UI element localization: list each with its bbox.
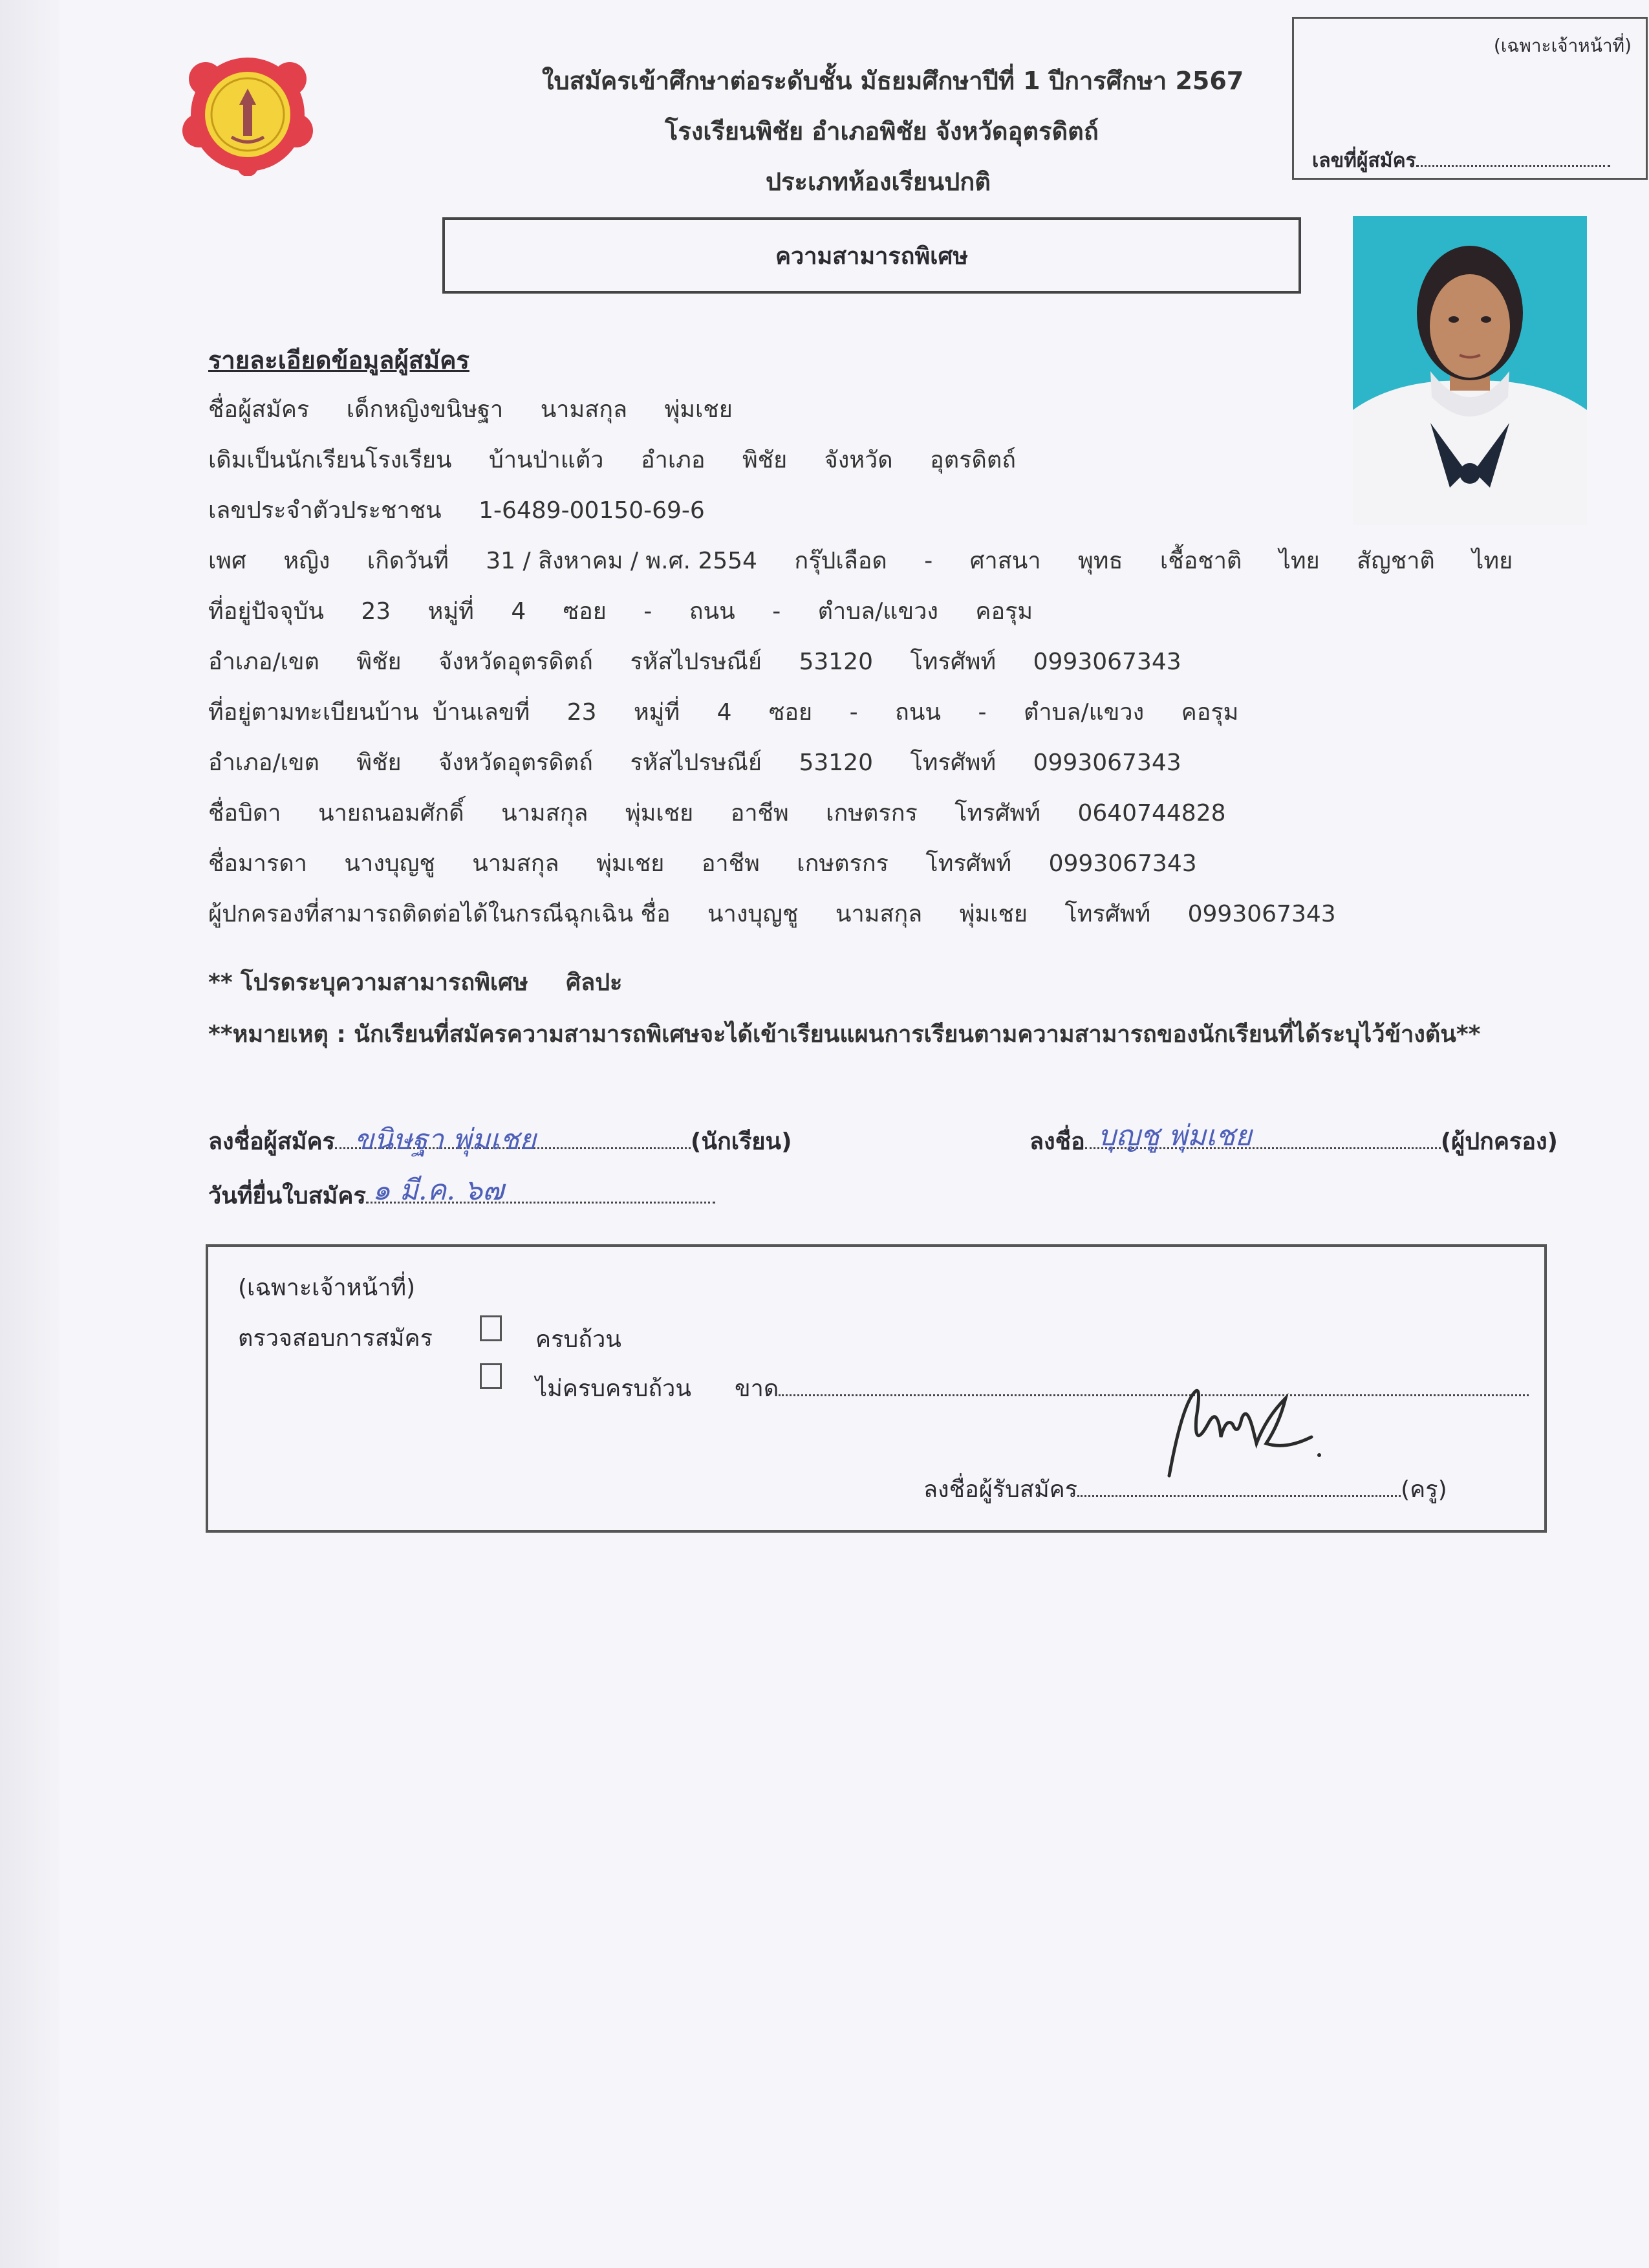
district-label: อำเภอ	[640, 447, 706, 473]
province: อุตรดิตถ์	[930, 447, 1016, 473]
road-label: ถนน	[689, 598, 735, 625]
date-label: วันที่ยื่นใบสมัคร	[208, 1183, 366, 1209]
soi: -	[849, 699, 858, 726]
mother-job: เกษตรกร	[797, 850, 889, 877]
receiver-handwritten-signature	[1156, 1379, 1331, 1482]
guardian-role: (ผู้ปกครอง)	[1440, 1129, 1558, 1155]
incomplete-checkbox[interactable]	[480, 1363, 502, 1389]
mother-label: ชื่อมารดา	[208, 850, 307, 877]
guardian-signature-label: ลงชื่อ	[1029, 1129, 1085, 1155]
category-banner: ความสามารถพิเศษ	[442, 217, 1301, 294]
applicant-photo	[1353, 216, 1587, 525]
district-label: อำเภอ/เขต	[208, 649, 319, 675]
moo: 4	[511, 598, 526, 625]
house-no: 23	[566, 699, 597, 726]
postcode: 53120	[799, 750, 873, 776]
receiver-role: (ครู)	[1401, 1476, 1447, 1503]
prev-school: บ้านป่าแต้ว	[488, 447, 604, 473]
office-use-label: (เฉพาะเจ้าหน้าที่)	[1493, 35, 1632, 56]
subdistrict: คอรุม	[1181, 699, 1239, 726]
job-label: อาชีพ	[730, 800, 789, 826]
nationality: ไทย	[1472, 548, 1513, 574]
soi-label: ซอย	[768, 699, 813, 726]
applicant-role: (นักเรียน)	[690, 1129, 792, 1155]
soi-label: ซอย	[563, 598, 607, 625]
race-label: เชื้อชาติ	[1159, 548, 1242, 574]
form-title: ใบสมัครเข้าศึกษาต่อระดับชั้น มัธยมศึกษาปีที่ 1 ปีการศึกษา 2567	[542, 67, 1244, 95]
missing-label: ขาด	[735, 1376, 779, 1402]
soi: -	[643, 598, 652, 625]
moo-label: หมู่ที่	[427, 598, 474, 625]
district: พิชัย	[356, 750, 402, 776]
school-emblem-icon	[180, 53, 316, 176]
handwritten-date: ๑ มี.ค. ๖๗	[372, 1174, 504, 1207]
ability-label: ** โปรดระบุความสามารถพิเศษ	[208, 969, 528, 996]
incomplete-option-label: ไม่ครบครบถ้วน	[535, 1376, 691, 1402]
road-label: ถนน	[895, 699, 942, 726]
surname-label: นามสกุล	[835, 901, 923, 927]
postcode-label: รหัสไปรษณีย์	[630, 649, 762, 675]
father-label: ชื่อบิดา	[208, 800, 281, 826]
nationality-label: สัญชาติ	[1357, 548, 1435, 574]
school-name: โรงเรียนพิชัย อำเภอพิชัย จังหวัดอุตรดิตถ์	[665, 117, 1099, 146]
receiver-label: ลงชื่อผู้รับสมัคร	[923, 1476, 1078, 1503]
registered-address-row	[208, 693, 1268, 730]
ability-row	[208, 964, 652, 1000]
check-label: ตรวจสอบการสมัคร	[238, 1325, 433, 1352]
subdistrict: คอรุม	[975, 598, 1033, 625]
applicant-signature-line	[208, 1123, 792, 1160]
mother-surname: พุ่มเชย	[596, 850, 665, 877]
religion: พุทธ	[1078, 548, 1123, 574]
house-label: บ้านเลขที่	[432, 699, 530, 726]
birth-date: 31 / สิงหาคม / พ.ศ. 2554	[486, 548, 757, 574]
phone-label: โทรศัพท์	[925, 850, 1012, 877]
sex-label: เพศ	[208, 548, 246, 574]
phone-label: โทรศัพท์	[1064, 901, 1151, 927]
phone-label: โทรศัพท์	[954, 800, 1041, 826]
surname-label: นามสกุล	[540, 396, 628, 423]
room-type: ประเภทห้องเรียนปกติ	[766, 167, 991, 196]
name-label: ชื่อผู้สมัคร	[208, 396, 310, 423]
staff-use-box	[206, 1244, 1547, 1533]
guardian-handwritten-signature: บุญชู พุ่มเชย	[1097, 1119, 1252, 1152]
father-row	[208, 794, 1256, 831]
page-edge	[0, 0, 59, 2268]
personal-row	[208, 542, 1542, 579]
race: ไทย	[1278, 548, 1320, 574]
phone-label: โทรศัพท์	[910, 750, 997, 776]
guardian-surname: พุ่มเชย	[959, 901, 1028, 927]
missing-field[interactable]	[735, 1370, 1529, 1407]
father-surname: พุ่มเชย	[625, 800, 694, 826]
id-label: เลขประจำตัวประชาชน	[208, 497, 442, 524]
guardian-label: ผู้ปกครองที่สามารถติดต่อได้ในกรณีฉุกเฉิน ชื่อ	[208, 901, 671, 927]
note: **หมายเหตุ : นักเรียนที่สมัครความสามารถพิเศษจะได้เข้าเรียนแผนการเรียนตามความสามารถของนักเรียนที่ได้ระบุไว้ข้างต้น**	[208, 1021, 1481, 1048]
guardian-row	[208, 895, 1366, 932]
applicant-number-label: เลขที่ผู้สมัคร	[1312, 149, 1416, 172]
blood: -	[924, 548, 933, 574]
job-label: อาชีพ	[701, 850, 760, 877]
road: -	[772, 598, 781, 625]
phone-label: โทรศัพท์	[910, 649, 997, 675]
moo-label: หมู่ที่	[633, 699, 680, 726]
road: -	[978, 699, 987, 726]
applicant-signature-label: ลงชื่อผู้สมัคร	[208, 1129, 335, 1155]
moo: 4	[717, 699, 732, 726]
guardian-signature-line	[1029, 1119, 1558, 1160]
birth-label: เกิดวันที่	[367, 548, 449, 574]
postcode: 53120	[799, 649, 873, 675]
father-phone: 0640744828	[1077, 800, 1226, 826]
surname-label: นามสกุล	[472, 850, 559, 877]
current-address-label: ที่อยู่ปัจจุบัน	[208, 598, 324, 625]
id-number: 1-6489-00150-69-6	[479, 497, 705, 524]
complete-option-label: ครบถ้วน	[535, 1326, 621, 1353]
blood-label: กรุ๊ปเลือด	[794, 548, 887, 574]
current-address-row	[208, 592, 1062, 629]
district: พิชัย	[742, 447, 788, 473]
date-line	[208, 1174, 715, 1214]
mother-row	[208, 845, 1227, 881]
phone: 0993067343	[1033, 750, 1181, 776]
house-no: 23	[361, 598, 391, 625]
applicant-handwritten-signature: ขนิษฐา พุ่มเชย	[354, 1123, 536, 1156]
district: พิชัย	[356, 649, 402, 675]
district-label: อำเภอ/เขต	[208, 750, 319, 776]
province-label: จังหวัด	[824, 447, 893, 473]
prev-school-label: เดิมเป็นนักเรียนโรงเรียน	[208, 447, 452, 473]
sex: หญิง	[283, 548, 330, 574]
id-row	[208, 491, 735, 528]
mother-phone: 0993067343	[1048, 850, 1197, 877]
province: จังหวัดอุตรดิตถ์	[438, 649, 593, 675]
subdistrict-label: ตำบล/แขวง	[817, 598, 938, 625]
province: จังหวัดอุตรดิตถ์	[438, 750, 593, 776]
guardian-name: นางบุญชู	[707, 901, 799, 927]
postcode-label: รหัสไปรษณีย์	[630, 750, 762, 776]
mother-name: นางบุญชู	[344, 850, 435, 877]
section-heading: รายละเอียดข้อมูลผู้สมัคร	[208, 346, 469, 374]
father-job: เกษตรกร	[826, 800, 918, 826]
father-name: นายถนอมศักดิ์	[318, 800, 464, 826]
ability-value: ศิลปะ	[566, 969, 623, 996]
office-use-box	[1292, 17, 1648, 180]
religion-label: ศาสนา	[969, 548, 1041, 574]
registered-address-label: ที่อยู่ตามทะเบียนบ้าน	[208, 699, 419, 726]
applicant-name-row	[208, 391, 762, 427]
subdistrict-label: ตำบล/แขวง	[1023, 699, 1145, 726]
surname-label: นามสกุล	[501, 800, 588, 826]
applicant-name: เด็กหญิงขนิษฐา	[346, 396, 504, 423]
phone: 0993067343	[1033, 649, 1181, 675]
current-address-row-2	[208, 643, 1211, 680]
registered-address-row-2	[208, 744, 1211, 781]
staff-heading: (เฉพาะเจ้าหน้าที่)	[238, 1275, 416, 1301]
applicant-number-field[interactable]	[1312, 146, 1610, 176]
guardian-phone: 0993067343	[1187, 901, 1336, 927]
complete-checkbox[interactable]	[480, 1315, 502, 1341]
applicant-surname: พุ่มเชย	[664, 396, 733, 423]
prev-school-row	[208, 441, 1046, 478]
